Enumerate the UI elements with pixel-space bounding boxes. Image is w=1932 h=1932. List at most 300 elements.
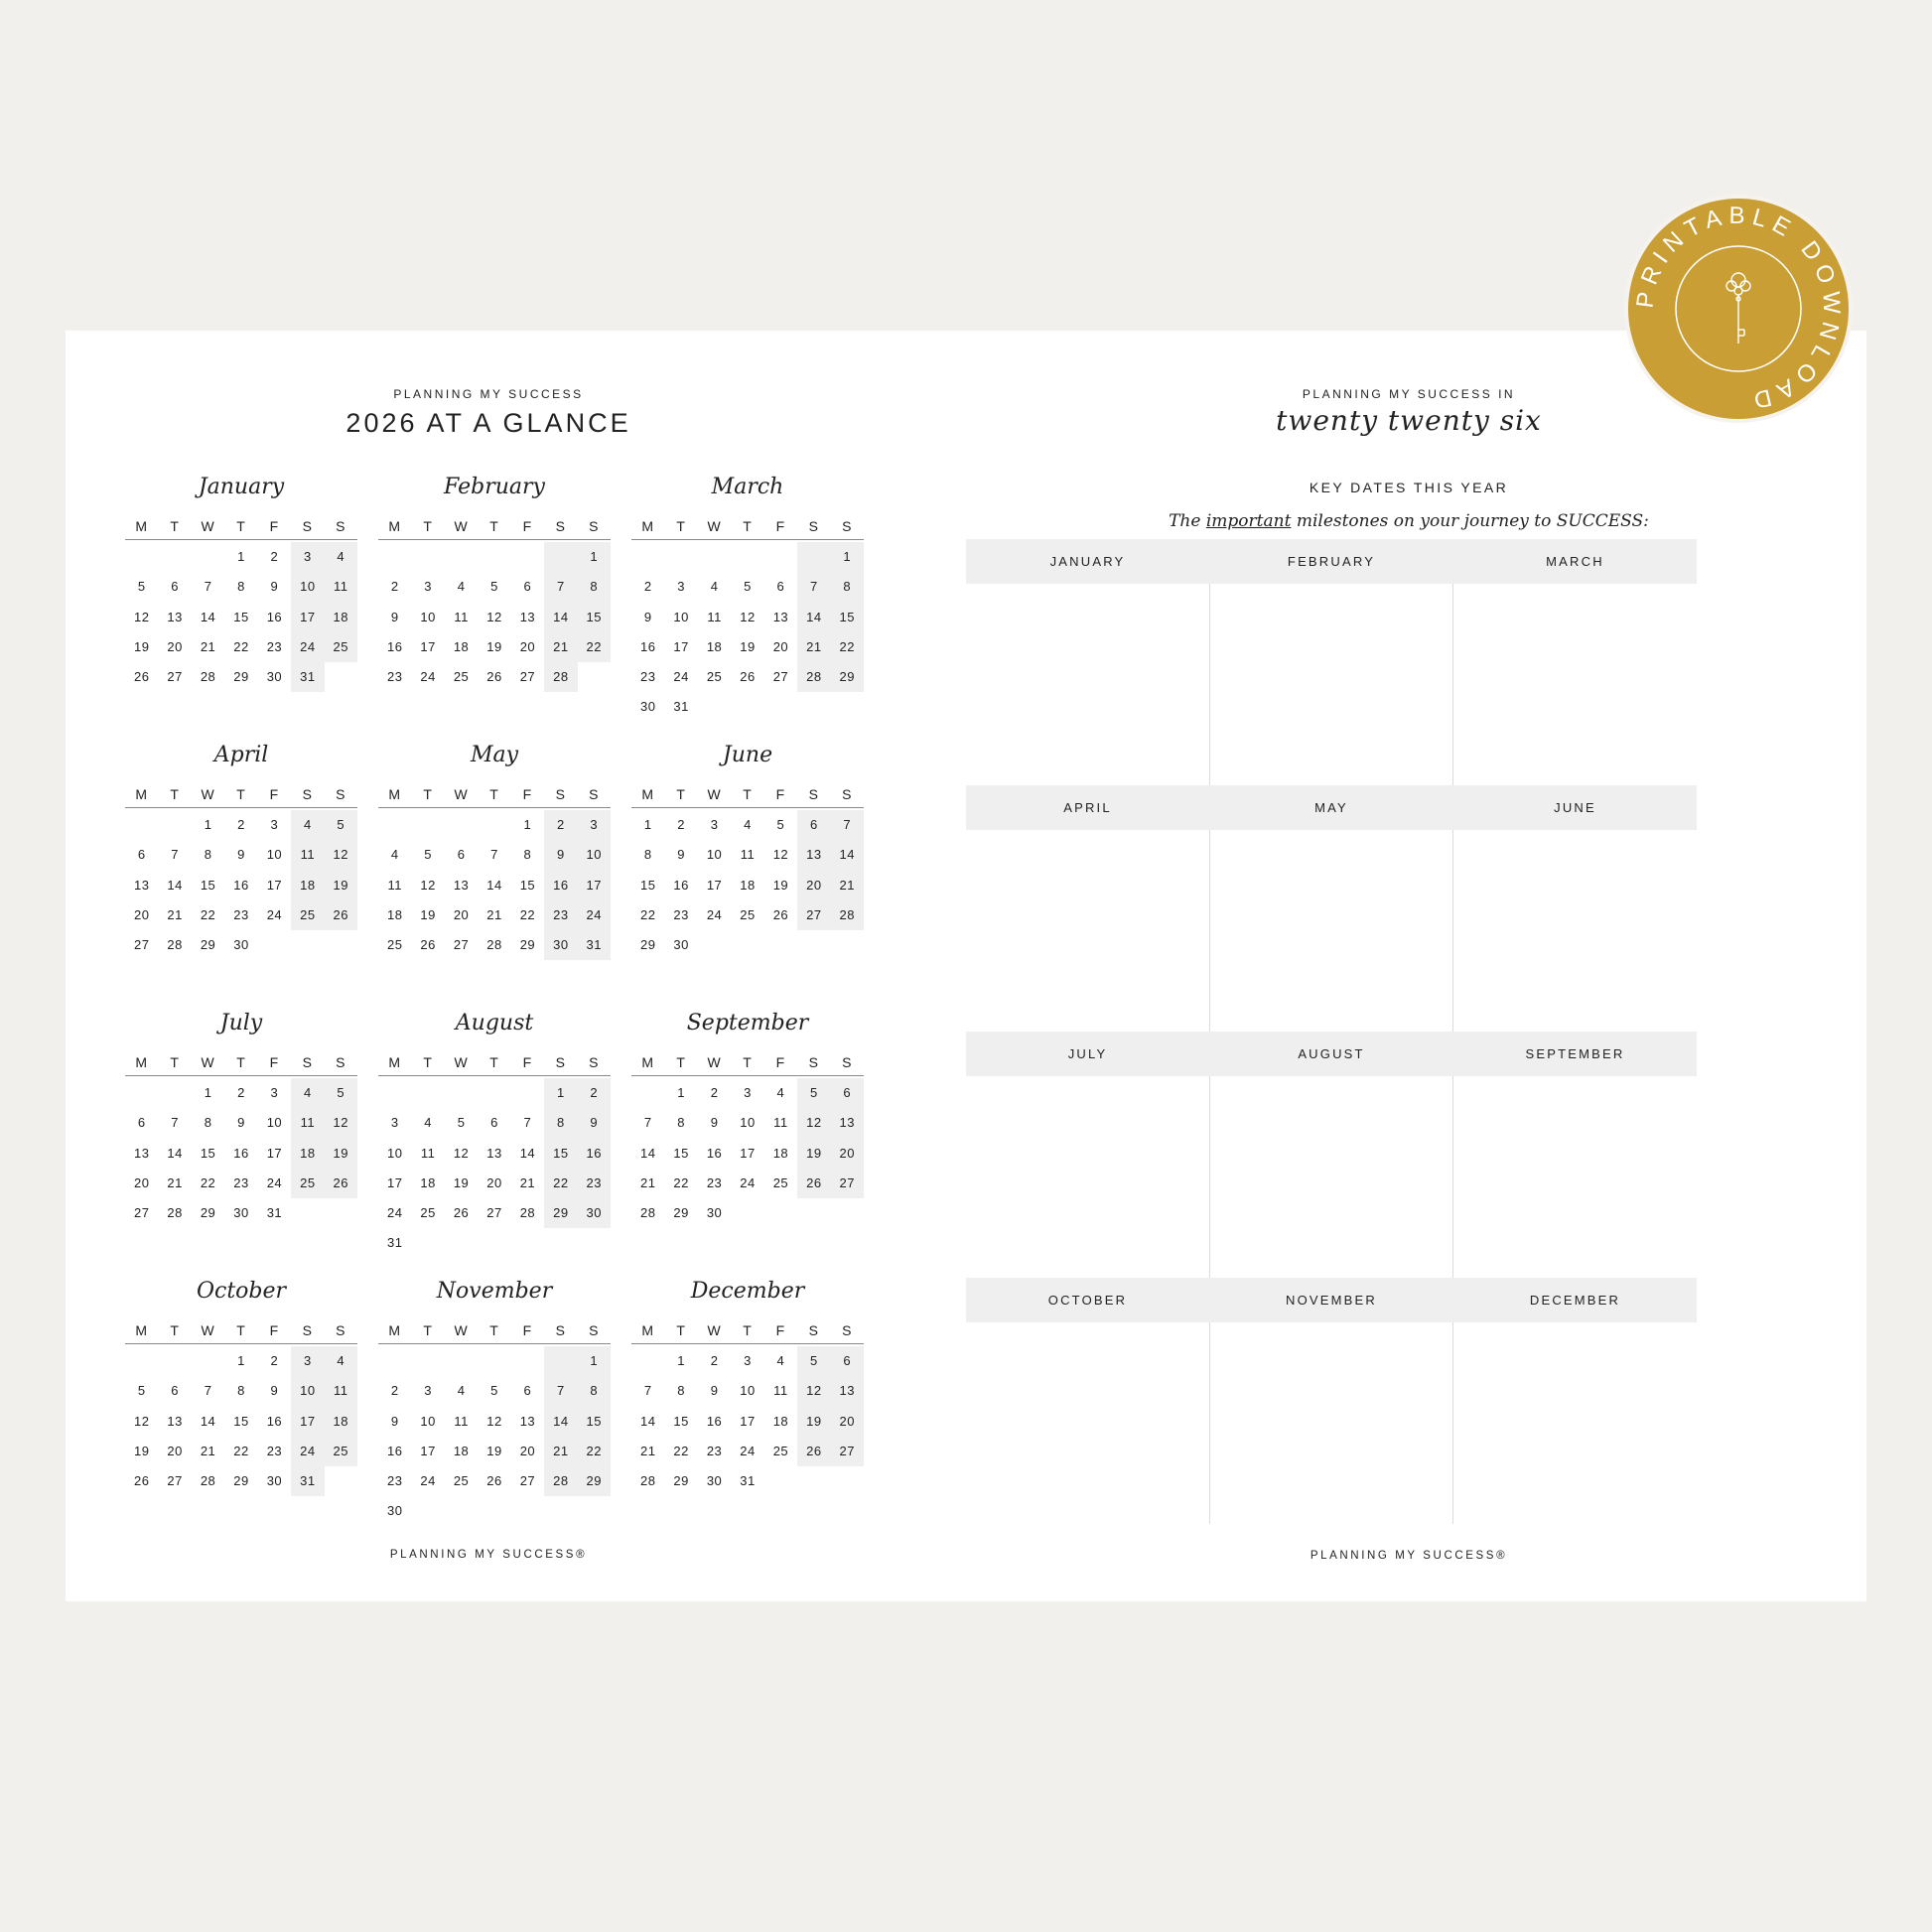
day-cell: 17 [706,877,723,893]
day-cell: 22 [200,1174,216,1190]
weekday-label: S [808,1054,820,1070]
weekday-label: M [388,1322,402,1338]
day-cell: 22 [578,632,611,662]
day-cell: 2 [544,810,577,840]
day-cell: 20 [167,1443,183,1458]
day-cell: 4 [325,1346,357,1376]
weekday-label: M [388,786,402,802]
printable-download-badge [1624,195,1853,423]
day-cell: 2 [237,817,245,832]
day-cell: 26 [325,900,357,930]
day-cell: 30 [386,1503,403,1519]
month-name: January [198,475,285,499]
day-cell: 20 [831,1407,864,1437]
day-cell: 17 [740,1145,756,1161]
day-cell: 16 [266,1413,283,1429]
month-name: September [686,1011,809,1035]
day-cell: 28 [797,662,830,692]
weekday-label: S [555,1322,567,1338]
weekday-label: S [336,1054,346,1070]
empty-day-cell [192,542,224,572]
day-cell: 4 [424,1115,432,1131]
day-cell: 18 [740,877,756,893]
month-calendar [125,1004,357,1272]
month-calendar [125,736,357,1004]
day-cell: 16 [386,638,403,654]
weekday-label: M [135,786,149,802]
key-dates-grid [966,539,1697,1524]
day-cell: 29 [544,1198,577,1228]
day-cell: 21 [200,638,216,654]
day-cell: 2 [643,579,652,595]
day-cell: 10 [578,840,611,870]
month-column-header: JANUARY [1049,554,1126,569]
day-cell: 30 [706,1205,723,1221]
weekday-label: T [423,518,433,534]
day-cell: 28 [200,669,216,685]
weekday-label: T [236,1322,246,1338]
day-cell: 7 [544,1376,577,1406]
day-cell: 25 [453,669,470,685]
day-cell: 19 [325,1139,357,1169]
badge-text: PRINTABLE DOWNLOAD [1631,202,1846,415]
day-cell: 23 [578,1169,611,1198]
month-calendar [631,1004,864,1272]
day-cell: 28 [639,1205,656,1221]
day-cell: 27 [167,669,183,685]
empty-day-cell [125,810,158,840]
weekday-label: T [236,518,246,534]
weekday-label: F [522,786,533,802]
day-cell: 1 [204,817,212,832]
day-cell: 3 [270,817,279,832]
day-cell: 17 [266,877,283,893]
day-cell: 9 [710,1383,719,1399]
day-cell: 8 [237,1383,245,1399]
weekday-label: W [201,1322,215,1338]
brand-header: PLANNING MY SUCCESS [393,387,584,401]
day-cell: 22 [519,906,536,922]
day-cell: 30 [639,699,656,715]
weekday-label: F [269,518,280,534]
day-cell: 10 [291,1376,324,1406]
days-grid [631,540,864,723]
day-cell: 18 [453,1443,470,1458]
day-cell: 12 [486,1413,502,1429]
day-cell: 12 [797,1108,830,1138]
month-column-header: JULY [1067,1046,1108,1061]
day-cell: 16 [386,1443,403,1458]
day-cell: 20 [453,906,470,922]
days-grid [125,808,357,960]
day-cell: 19 [486,638,502,654]
day-cell: 26 [133,1473,150,1489]
weekday-header-row [378,1051,611,1076]
day-cell: 9 [270,579,279,595]
day-cell: 27 [831,1169,864,1198]
badge-graphic [1624,195,1853,423]
key-dates-row [966,1278,1697,1524]
empty-day-cell [631,1346,664,1376]
empty-day-cell [125,1346,158,1376]
day-cell: 18 [420,1174,436,1190]
day-cell: 4 [710,579,719,595]
day-cell: 3 [677,579,685,595]
weekday-label: S [555,518,567,534]
day-cell: 28 [167,1205,183,1221]
day-cell: 14 [831,840,864,870]
day-cell: 3 [424,579,432,595]
empty-day-cell [192,1346,224,1376]
day-cell: 6 [831,1346,864,1376]
day-cell: 30 [706,1473,723,1489]
empty-day-cell [797,542,830,572]
day-cell: 27 [519,669,536,685]
key-dates-row [966,539,1697,785]
day-cell: 28 [831,900,864,930]
day-cell: 5 [137,1383,146,1399]
day-cell: 2 [390,579,399,595]
month-name: August [455,1011,534,1035]
day-cell: 8 [544,1108,577,1138]
weekday-label: S [842,518,853,534]
weekday-header-row [631,783,864,808]
empty-day-cell [511,1346,544,1376]
day-cell: 11 [740,847,756,863]
day-cell: 30 [544,930,577,960]
day-cell: 2 [237,1085,245,1100]
day-cell: 3 [291,542,324,572]
day-cell: 18 [291,1139,324,1169]
empty-day-cell [731,542,763,572]
empty-day-cell [411,1078,444,1108]
day-cell: 16 [544,871,577,900]
month-calendar [378,468,611,736]
day-cell: 9 [237,1115,245,1131]
day-cell: 28 [544,1466,577,1496]
day-cell: 8 [523,847,532,863]
day-cell: 13 [519,1413,536,1429]
weekday-label: S [302,1322,314,1338]
day-cell: 17 [578,871,611,900]
day-cell: 26 [486,669,502,685]
weekday-label: T [743,518,753,534]
day-cell: 18 [386,906,403,922]
weekday-header-row [378,783,611,808]
empty-day-cell [158,810,191,840]
month-column-header: SEPTEMBER [1525,1046,1625,1061]
day-cell: 7 [171,1115,179,1131]
weekday-label: M [388,1054,402,1070]
day-cell: 30 [233,1205,249,1221]
empty-day-cell [511,1078,544,1108]
day-cell: 4 [291,1078,324,1108]
empty-day-cell [378,1346,411,1376]
day-cell: 28 [200,1473,216,1489]
day-cell: 27 [167,1473,183,1489]
day-cell: 23 [233,906,249,922]
weekday-label: W [454,1322,469,1338]
day-cell: 28 [639,1473,656,1489]
day-cell: 1 [578,542,611,572]
day-cell: 1 [677,1085,685,1100]
day-cell: 11 [291,840,324,870]
weekday-label: W [707,1054,722,1070]
day-cell: 9 [643,609,652,624]
weekday-label: T [423,1322,433,1338]
days-grid [631,1076,864,1228]
day-cell: 13 [519,609,536,624]
day-cell: 17 [386,1174,403,1190]
day-cell: 16 [706,1413,723,1429]
brand-header: PLANNING MY SUCCESS IN [1302,387,1516,401]
days-grid [125,1076,357,1228]
day-cell: 24 [740,1174,756,1190]
weekday-label: F [522,1054,533,1070]
day-cell: 10 [420,1413,436,1429]
month-column-header: AUGUST [1298,1046,1365,1061]
day-cell: 24 [291,632,324,662]
day-cell: 7 [797,572,830,602]
day-cell: 25 [453,1473,470,1489]
day-cell: 8 [237,579,245,595]
day-cell: 14 [639,1145,656,1161]
day-cell: 25 [706,669,723,685]
day-cell: 18 [325,1407,357,1437]
day-cell: 14 [519,1145,536,1161]
day-cell: 7 [204,579,212,595]
month-calendar [125,468,357,736]
day-cell: 19 [133,1443,150,1458]
day-cell: 12 [797,1376,830,1406]
weekday-label: F [775,518,786,534]
day-cell: 8 [578,572,611,602]
day-cell: 5 [137,579,146,595]
weekday-label: S [302,518,314,534]
day-cell: 26 [797,1169,830,1198]
day-cell: 11 [454,1413,469,1429]
day-cell: 12 [420,877,436,893]
day-cell: 5 [797,1078,830,1108]
empty-day-cell [445,810,478,840]
day-cell: 13 [167,609,183,624]
day-cell: 10 [740,1383,756,1399]
day-cell: 19 [453,1174,470,1190]
empty-day-cell [378,1078,411,1108]
planner-spread [66,331,1866,1601]
day-cell: 28 [519,1205,536,1221]
day-cell: 12 [453,1145,470,1161]
day-cell: 5 [325,1078,357,1108]
empty-day-cell [478,542,510,572]
weekday-label: W [707,518,722,534]
month-column-header: FEBRUARY [1287,554,1376,569]
day-cell: 6 [831,1078,864,1108]
key-dates-row [966,1032,1697,1278]
day-cell: 5 [490,579,498,595]
days-grid [378,540,611,692]
day-cell: 29 [673,1473,689,1489]
key-dates-row [966,785,1697,1032]
day-cell: 22 [673,1443,689,1458]
empty-day-cell [411,1346,444,1376]
day-cell: 2 [677,817,685,832]
day-cell: 1 [677,1353,685,1368]
weekday-label: T [676,518,686,534]
day-cell: 29 [578,1466,611,1496]
weekday-label: T [676,1054,686,1070]
empty-day-cell [698,542,731,572]
day-cell: 20 [519,1443,536,1458]
day-cell: 30 [578,1198,611,1228]
weekday-label: W [201,786,215,802]
day-cell: 2 [710,1085,719,1100]
day-cell: 27 [519,1473,536,1489]
day-cell: 4 [457,1383,466,1399]
weekday-label: F [269,1322,280,1338]
script-year-title: twenty twenty six [1276,404,1542,437]
weekday-header-row [125,1319,357,1344]
day-cell: 26 [740,669,756,685]
day-cell: 22 [831,632,864,662]
day-cell: 20 [519,638,536,654]
day-cell: 3 [578,810,611,840]
day-cell: 6 [171,579,179,595]
weekday-label: S [336,1322,346,1338]
empty-day-cell [544,1346,577,1376]
day-cell: 21 [200,1443,216,1458]
day-cell: 19 [486,1443,502,1458]
day-cell: 29 [831,662,864,692]
day-cell: 13 [772,609,789,624]
day-cell: 27 [486,1205,502,1221]
empty-day-cell [631,542,664,572]
day-cell: 25 [420,1205,436,1221]
day-cell: 6 [523,579,532,595]
day-cell: 23 [233,1174,249,1190]
empty-day-cell [445,1078,478,1108]
month-name: June [722,743,773,767]
milestones-subtitle [966,511,1852,531]
day-cell: 19 [420,906,436,922]
page-title: 2026 AT A GLANCE [345,408,631,438]
weekday-label: M [135,1322,149,1338]
day-cell: 13 [831,1108,864,1138]
month-column-header: MAY [1314,800,1348,815]
day-cell: 1 [237,549,245,564]
weekday-label: F [775,1322,786,1338]
day-cell: 4 [390,847,399,863]
day-cell: 4 [291,810,324,840]
day-cell: 17 [740,1413,756,1429]
day-cell: 31 [740,1473,756,1489]
day-cell: 16 [673,877,689,893]
month-column-header: MARCH [1546,554,1604,569]
month-calendar [125,1272,357,1540]
day-cell: 26 [133,669,150,685]
weekday-header-row [631,1319,864,1344]
day-cell: 25 [325,1437,357,1466]
day-cell: 6 [490,1115,498,1131]
month-name: May [470,743,519,767]
weekday-label: M [388,518,402,534]
day-cell: 1 [544,1078,577,1108]
day-cell: 19 [797,1407,830,1437]
weekday-label: T [423,786,433,802]
month-name: April [213,743,269,767]
empty-day-cell [664,542,697,572]
weekday-header-row [378,1319,611,1344]
day-cell: 22 [544,1169,577,1198]
weekday-label: S [589,1322,600,1338]
month-name: November [436,1279,553,1304]
day-cell: 1 [578,1346,611,1376]
day-cell: 31 [578,930,611,960]
month-calendar [631,1272,864,1540]
day-cell: 7 [204,1383,212,1399]
weekday-label: W [707,1322,722,1338]
day-cell: 6 [137,1115,146,1131]
day-cell: 16 [578,1139,611,1169]
day-cell: 13 [133,877,150,893]
weekday-header-row [631,1051,864,1076]
day-cell: 21 [544,1437,577,1466]
weekday-label: F [269,786,280,802]
weekday-label: F [522,1322,533,1338]
day-cell: 4 [744,817,752,832]
day-cell: 9 [710,1115,719,1131]
milestones-post: milestones on your journey to SUCCESS: [1291,511,1649,531]
day-cell: 11 [773,1383,788,1399]
year-at-a-glance-page [66,331,959,1601]
weekday-label: S [555,1054,567,1070]
day-cell: 15 [233,1413,249,1429]
day-cell: 24 [266,1174,283,1190]
month-column-header: JUNE [1554,800,1596,815]
day-cell: 26 [325,1169,357,1198]
day-cell: 6 [171,1383,179,1399]
day-cell: 15 [673,1413,689,1429]
day-cell: 9 [677,847,685,863]
day-cell: 13 [167,1413,183,1429]
day-cell: 3 [710,817,719,832]
day-cell: 7 [490,847,498,863]
weekday-label: W [707,786,722,802]
brand-footer: PLANNING MY SUCCESS® [389,1549,588,1561]
weekday-label: T [489,786,499,802]
day-cell: 17 [673,638,689,654]
weekday-label: S [808,1322,820,1338]
day-cell: 22 [233,638,249,654]
day-cell: 14 [200,1413,216,1429]
day-cell: 29 [673,1205,689,1221]
month-calendar [378,1272,611,1540]
month-name: December [690,1279,805,1304]
empty-day-cell [445,1346,478,1376]
weekday-label: W [201,518,215,534]
day-cell: 9 [390,1413,399,1429]
day-cell: 4 [325,542,357,572]
day-cell: 20 [133,906,150,922]
day-cell: 20 [772,638,789,654]
month-name: February [444,475,545,499]
empty-day-cell [631,1078,664,1108]
month-calendar [631,468,864,736]
day-cell: 15 [233,609,249,624]
day-cell: 14 [544,1407,577,1437]
day-cell: 15 [673,1145,689,1161]
day-cell: 4 [776,1353,785,1368]
